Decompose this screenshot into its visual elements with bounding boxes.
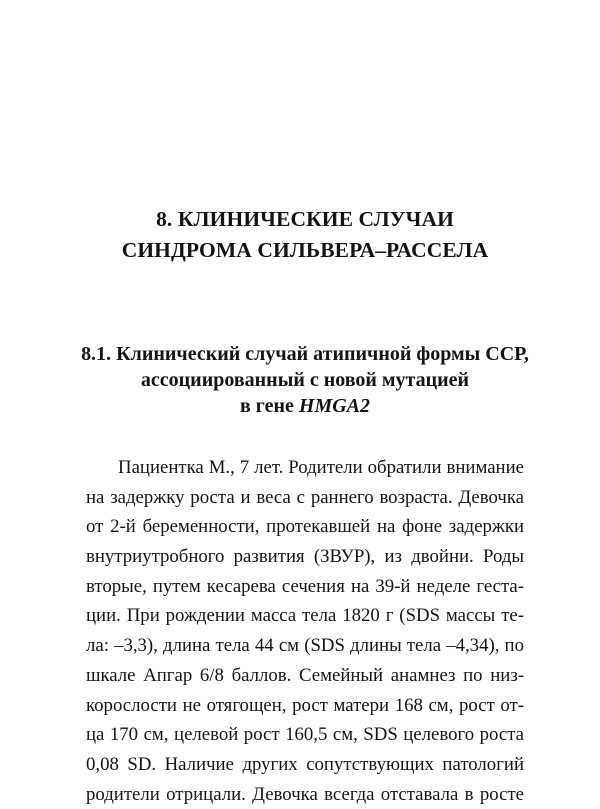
paragraph-line: ции. При рождении масса тела 1820 г (SDS массы те- xyxy=(86,605,524,627)
paragraph-line: вторые, путем кесарева сечения на 39-й неделе геста- xyxy=(86,575,524,597)
section-title-line-3 xyxy=(0,393,600,419)
paragraph-line: на задержку роста и веса с раннего возраста. Девочка xyxy=(86,486,524,508)
chapter-title xyxy=(0,204,600,266)
body-paragraph xyxy=(86,453,524,809)
section-title-line-2: ассоциированный с новой мутацией xyxy=(140,369,470,391)
paragraph-line: ла: –3,3), длина тела 44 см (SDS длины тела –4,34), по xyxy=(86,635,524,657)
paragraph-line: от 2-й беременности, протекавшей на фоне задержки xyxy=(86,516,524,538)
paragraph-line: ца 170 см, целевой рост 160,5 см, SDS целевого роста xyxy=(86,724,524,746)
chapter-title-line-2: СИНДРОМА СИЛЬВЕРА–РАССЕЛА xyxy=(121,238,489,262)
paragraph-line: Пациентка М., 7 лет. Родители обратили внимание xyxy=(118,457,524,478)
section-title-prefix: в гене xyxy=(239,395,299,417)
chapter-title-line-1: 8. КЛИНИЧЕСКИЕ СЛУЧАИ xyxy=(156,207,454,231)
gene-name: HMGA2 xyxy=(298,395,371,417)
paragraph-line: шкале Апгар 6/8 баллов. Семейный анамнез по низ- xyxy=(86,664,524,686)
section-title xyxy=(0,341,600,419)
section-title-line-1: 8.1. Клинический случай атипичной формы ССР, xyxy=(81,343,529,365)
paragraph-line: внутриутробного развития (ЗВУР), из двойни. Роды xyxy=(86,546,524,568)
paragraph-line: 0,08 SD. Наличие других сопутствующих патологий xyxy=(86,753,524,775)
paragraph-line: родители отрицали. Девочка всегда отставала в росте xyxy=(86,783,524,805)
paragraph-line: корослости не отягощен, рост матери 168 см, рост от- xyxy=(86,694,524,716)
